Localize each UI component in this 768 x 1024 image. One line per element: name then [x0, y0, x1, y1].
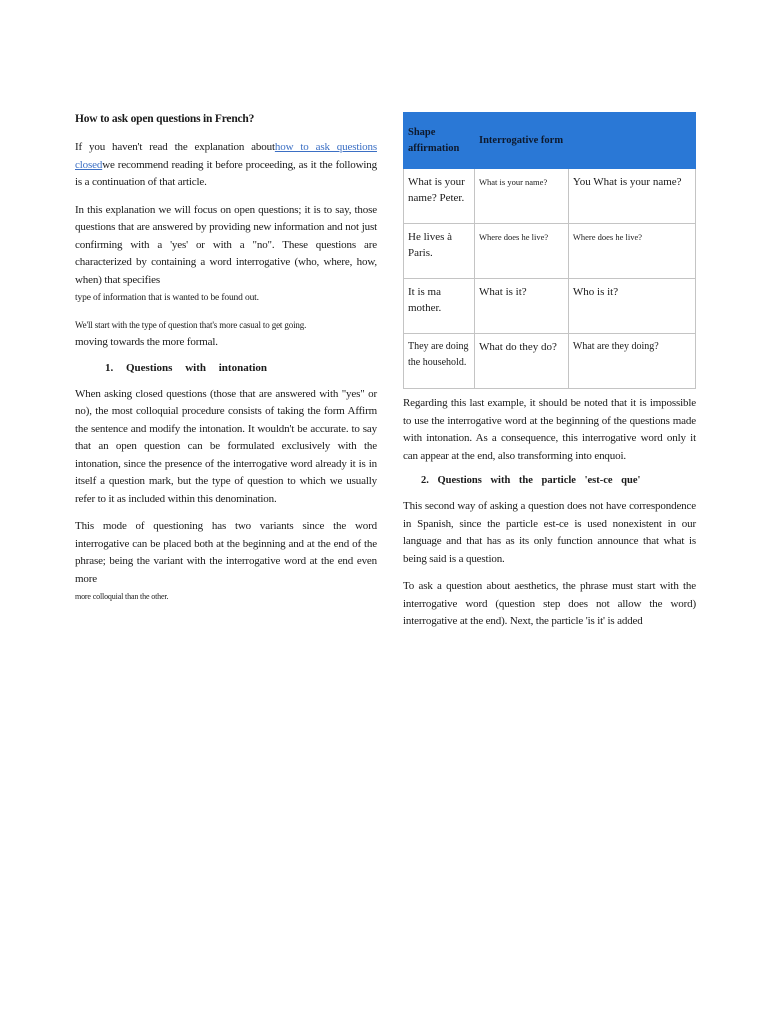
right-column: [403, 112, 696, 641]
paragraph-text-end: type of information that is wanted to be found out.: [75, 293, 259, 303]
paragraph-text: This mode of questioning has two variants since the word interrogative can be placed both at the beginning and at the end of the phrase; being the variant with the interrogative word at the end even more: [75, 520, 377, 585]
table-cell: Where does he live?: [568, 224, 695, 279]
closed-questions-link[interactable]: how to ask questions closed: [75, 141, 377, 171]
table-cell: Who is it?: [568, 279, 695, 334]
variants-paragraph: [75, 518, 377, 606]
table-row: [404, 279, 696, 334]
paragraph-text: In this explanation we will focus on open questions; it is to say, those questions that are answered by providing new information and not just confirming with a 'yes' or with a "no". These questions are characterized by containing a word interrogative (who, where, how, when) that specifies: [75, 203, 377, 286]
table-cell: He lives à Paris.: [404, 224, 475, 279]
open-questions-paragraph: [75, 202, 377, 307]
article-title: How to ask open questions in French?: [75, 113, 255, 125]
est-ce-paragraph: This second way of asking a question does not have correspondence in Spanish, since the particle est-ce is used nonexistent in our language and that has as its only function announce that what is being said is a question.: [403, 500, 696, 565]
header-cell: Shape affirmation: [404, 113, 475, 169]
last-example-paragraph: Regarding this last example, it should be noted that it is impossible to use the interrogative word at the beginning of the questions made with intonation. As a consequence, this interrogative word only it can appear at the end, also transforming into enquoi.: [403, 397, 696, 462]
table-cell: What is your name?: [475, 169, 569, 224]
table-cell: What is it?: [475, 279, 569, 334]
intro-paragraph: [75, 139, 377, 192]
table-cell: It is ma mother.: [404, 279, 475, 334]
intonation-paragraph: When asking closed questions (those that are answered with "yes" or no), the most colloquial procedure consists of taking the form Affirm the sentence and modify the intonation. It wouldn't be accurate. to say that an open question can be formulated exclusively with the intonation, since the presence of the interrogative word already it is in itself a question mark, but the type of question to which we usually refer to it as included within this denomination.: [75, 387, 377, 505]
paragraph-text-end: more colloquial than the other.: [75, 592, 169, 601]
casual-paragraph: [75, 317, 377, 352]
intro-text: If you haven't read the explanation about: [75, 141, 275, 153]
table-row: [404, 224, 696, 279]
left-column: [75, 113, 377, 616]
table-cell: What is your name? Peter.: [404, 169, 475, 224]
section-heading-est-ce-que: 2. Questions with the particle 'est-ce que': [421, 475, 641, 486]
intro-text-continued: we recommend reading it before proceeding, as it the following is a continuation of that article.: [75, 158, 377, 188]
table-cell: What are they doing?: [568, 334, 695, 389]
table-cell: What do they do?: [475, 334, 569, 389]
table-header-row: [404, 113, 696, 169]
question-forms-table: [403, 112, 696, 389]
header-cell: Interrogative form: [475, 113, 696, 169]
section-heading-intonation: 1. Questions with intonation: [105, 361, 268, 374]
table-row: [404, 169, 696, 224]
table-row: [404, 334, 696, 389]
table-cell: Where does he live?: [475, 224, 569, 279]
paragraph-text: We'll start with the type of question that's more casual to get going.: [75, 319, 307, 330]
table-cell: They are doing the household.: [404, 334, 475, 389]
paragraph-text-end: moving towards the more formal.: [75, 336, 218, 348]
table-cell: You What is your name?: [568, 169, 695, 224]
aesthetics-paragraph: To ask a question about aesthetics, the phrase must start with the interrogative word (question step does not allow the word) interrogative at the end). Next, the particle 'is it' is added: [403, 580, 696, 627]
